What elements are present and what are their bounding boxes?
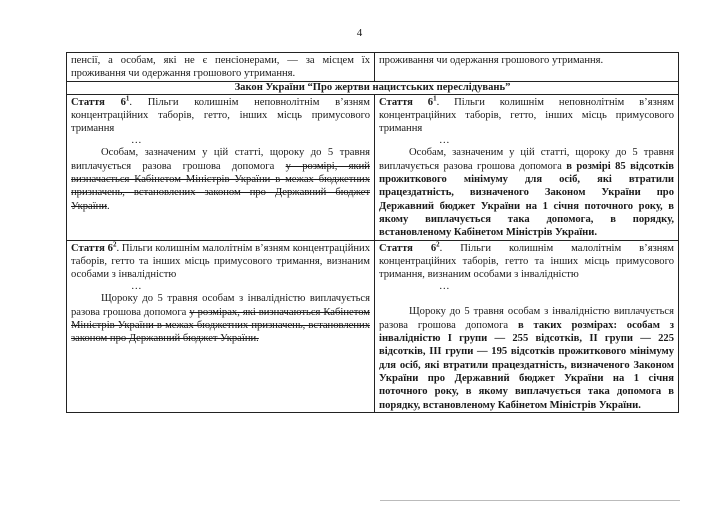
ellipsis: … [439, 135, 450, 147]
table-row [67, 240, 679, 412]
spacer [379, 292, 674, 305]
article-body [379, 146, 674, 239]
struck-text: у розмірах, які визначаються Кабінетом Міністрів України в межах бюджетних призначень, встановлених законом про Державний бюджет України. [71, 306, 370, 345]
table-row [67, 94, 679, 240]
article-title-text: . Пільги колишнім малолітнім в’язням концентраційних таборів, гетто та інших місць примусового тримання, визнаним особами з інвалідністю [71, 242, 371, 281]
article-6-1-current [67, 94, 375, 240]
body-text: Особам, зазначеним у цій статті, щороку до 5 травня виплачується разова грошова допомога [379, 147, 674, 172]
comparison-table [66, 52, 679, 413]
table-row [67, 53, 679, 82]
continuation-right-text: проживання чи одержання грошового утримання. [379, 55, 604, 66]
article-body [71, 292, 370, 345]
article-number: Стаття 6 [71, 96, 126, 108]
article-number: Стаття 6 [379, 96, 434, 108]
article-title [71, 242, 370, 282]
page-edge-line [380, 500, 680, 501]
article-title-text: . Пільги колишнім малолітнім в’язням концентраційних таборів, гетто та інших місць примусового тримання, визнаним особами з інвалідністю [379, 242, 674, 281]
law-heading: Закон України “Про жертви нацистських переслідувань” [67, 81, 679, 94]
article-body [379, 305, 674, 411]
article-superscript: 1 [125, 94, 130, 103]
ellipsis: … [439, 281, 450, 293]
article-title [379, 96, 674, 136]
ellipsis: … [131, 281, 142, 293]
article-superscript: 2 [436, 240, 440, 249]
body-text: Особам, зазначеним у цій статті, щороку до 5 травня виплачується разова грошова допомога [71, 147, 370, 172]
new-text: в розмірі 85 відсотків прожиткового мінімуму для осіб, які втратили працездатність, визначеного Законом України про Державний бюджет України на 1 січня поточного року, в якому виплачується така допомога, в порядку, встановленому Кабінетом Міністрів України. [379, 160, 675, 239]
article-6-2-current [67, 240, 375, 412]
article-title [379, 242, 674, 282]
body-text: Щороку до 5 травня особам з інвалідністю виплачується разова грошова допомога [379, 306, 674, 331]
article-title-text: . Пільги колишнім неповнолітнім в’язням концентраційних таборів, гетто, інших місць примусового тримання [379, 96, 675, 135]
article-number: Стаття 6 [379, 242, 437, 254]
article-title [71, 96, 370, 136]
article-superscript: 2 [112, 240, 117, 249]
continuation-left-text: пенсії, а особам, які не є пенсіонерами, — за місцем їх проживання чи одержання грошового утримання. [71, 55, 370, 80]
table-row [67, 81, 679, 94]
body-text: Щороку до 5 травня особам з інвалідністю виплачується разова грошова допомога [71, 293, 370, 318]
page-number: 4 [356, 27, 363, 39]
continuation-left [67, 53, 375, 82]
article-superscript: 1 [433, 94, 437, 103]
body-end: . [107, 200, 110, 212]
continuation-right [375, 53, 679, 82]
article-number: Стаття 6 [71, 242, 113, 254]
article-6-1-proposed [375, 94, 679, 240]
article-title-text: . Пільги колишнім неповнолітнім в’язням концентраційних таборів, гетто, інших місць примусового тримання [71, 96, 371, 135]
ellipsis: … [131, 135, 142, 147]
article-body [71, 146, 370, 212]
new-text: в таких розмірах: особам з інвалідністю I групи — 255 відсотків, II групи — 225 відсотків, III групи — 195 відсотків прожиткового мінімуму для осіб, які втратили працездатність, визначеного Законом України про Державний бюджет України на 1 січня поточного року, в якому виплачується така допомога в порядку, встановленому Кабінетом Міністрів України. [379, 319, 675, 411]
article-6-2-proposed [375, 240, 679, 412]
struck-text: у розмірі, який визначається Кабінетом Міністрів України в межах бюджетних призначень, встановлених законом про Державний бюджет України [71, 160, 370, 212]
